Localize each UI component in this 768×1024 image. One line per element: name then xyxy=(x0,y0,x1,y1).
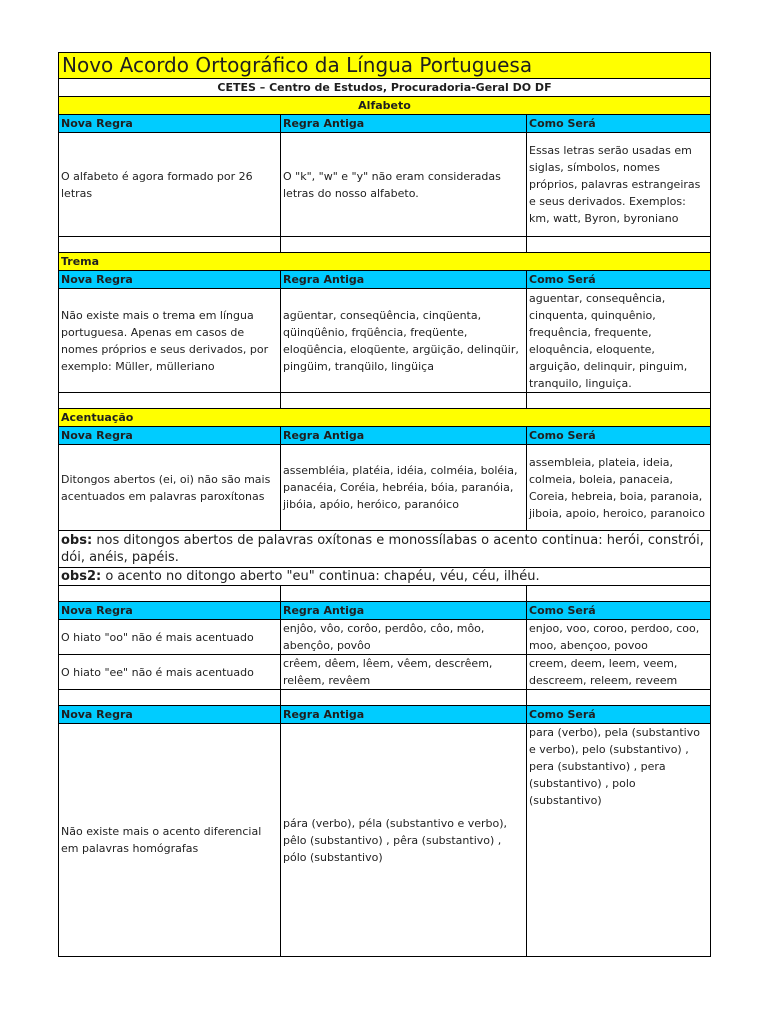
header-regra-antiga: Regra Antiga xyxy=(281,427,527,445)
header-nova-regra: Nova Regra xyxy=(59,427,281,445)
cell-regra-antiga: enjôo, vôo, corôo, perdôo, côo, môo, abençôo, povôo xyxy=(281,620,527,655)
obs2-note xyxy=(59,568,711,586)
header-como-sera: Como Será xyxy=(527,271,711,289)
header-regra-antiga: Regra Antiga xyxy=(281,271,527,289)
obs2-text: o acento no ditongo aberto "eu" continua: chapéu, véu, céu, ilhéu. xyxy=(101,569,540,584)
empty-cell xyxy=(59,393,281,409)
header-regra-antiga: Regra Antiga xyxy=(281,706,527,724)
cell-regra-antiga: O "k", "w" e "y" não eram consideradas letras do nosso alfabeto. xyxy=(281,133,527,237)
column-header-row xyxy=(59,115,711,133)
cell-como-sera: enjoo, voo, coroo, perdoo, coo, moo, abençoo, povoo xyxy=(527,620,711,655)
cell-como-sera: para (verbo), pela (substantivo e verbo), pelo (substantivo) , pera (substantivo) , pera (substantivo) , polo (substantivo) xyxy=(527,724,711,957)
empty-row xyxy=(59,690,711,706)
spreadsheet-table xyxy=(58,52,711,957)
obs2-label: obs2: xyxy=(61,569,102,584)
header-como-sera: Como Será xyxy=(527,115,711,133)
empty-cell xyxy=(527,237,711,253)
empty-row xyxy=(59,237,711,253)
table-row xyxy=(59,445,711,531)
obs2-row xyxy=(59,568,711,586)
column-header-row xyxy=(59,602,711,620)
cell-nova-regra: O hiato "ee" não é mais acentuado xyxy=(59,655,281,690)
table-row xyxy=(59,620,711,655)
empty-cell xyxy=(527,690,711,706)
cell-como-sera: aguentar, consequência, cinquenta, quinquênio, frequência, frequente, eloquência, eloquente, arguição, delinquir, pinguim, tranquilo, linguiça. xyxy=(527,289,711,393)
empty-cell xyxy=(281,690,527,706)
cell-como-sera: creem, deem, leem, veem, descreem, releem, reveem xyxy=(527,655,711,690)
cell-nova-regra: Ditongos abertos (ei, oi) não são mais acentuados em palavras paroxítonas xyxy=(59,445,281,531)
section-header-trema xyxy=(59,253,711,271)
empty-cell xyxy=(281,393,527,409)
column-header-row xyxy=(59,427,711,445)
section-label: Trema xyxy=(59,253,711,271)
empty-cell xyxy=(281,237,527,253)
cell-nova-regra: O alfabeto é agora formado por 26 letras xyxy=(59,133,281,237)
cell-regra-antiga: assembléia, platéia, idéia, colméia, boléia, panacéia, Coréia, hebréia, bóia, paranóia, jibóia, apóio, heróico, paranóico xyxy=(281,445,527,531)
empty-cell xyxy=(281,586,527,602)
empty-cell xyxy=(527,393,711,409)
header-nova-regra: Nova Regra xyxy=(59,706,281,724)
header-nova-regra: Nova Regra xyxy=(59,602,281,620)
empty-row xyxy=(59,586,711,602)
table-row xyxy=(59,289,711,393)
table-row xyxy=(59,655,711,690)
section-header-acentuacao xyxy=(59,409,711,427)
header-como-sera: Como Será xyxy=(527,706,711,724)
cell-nova-regra: O hiato "oo" não é mais acentuado xyxy=(59,620,281,655)
header-nova-regra: Nova Regra xyxy=(59,271,281,289)
cell-regra-antiga: crêem, dêem, lêem, vêem, descrêem, relêem, revêem xyxy=(281,655,527,690)
page-subtitle: CETES – Centro de Estudos, Procuradoria-Geral DO DF xyxy=(59,79,711,97)
cell-como-sera: Essas letras serão usadas em siglas, símbolos, nomes próprios, palavras estrangeiras e seus derivados. Exemplos: km, watt, Byron, byroniano xyxy=(527,133,711,237)
obs-label: obs: xyxy=(61,533,93,548)
cell-nova-regra: Não existe mais o trema em língua portuguesa. Apenas em casos de nomes próprios e seus derivados, por exemplo: Müller, mülleriano xyxy=(59,289,281,393)
header-nova-regra: Nova Regra xyxy=(59,115,281,133)
cell-como-sera: assembleia, plateia, ideia, colmeia, boleia, panaceia, Coreia, hebreia, boia, paranoia, jiboia, apoio, heroico, paranoico xyxy=(527,445,711,531)
empty-cell xyxy=(59,237,281,253)
header-regra-antiga: Regra Antiga xyxy=(281,602,527,620)
empty-row xyxy=(59,393,711,409)
obs-note xyxy=(59,531,711,568)
section-header-alfabeto xyxy=(59,97,711,115)
column-header-row xyxy=(59,271,711,289)
cell-regra-antiga: agüentar, conseqüência, cinqüenta, qüinqüênio, frqüência, freqüente, eloqüência, eloqüente, argüição, delinqüir, pingüim, tranqüilo, lingüiça xyxy=(281,289,527,393)
header-como-sera: Como Será xyxy=(527,427,711,445)
obs-text: nos ditongos abertos de palavras oxítonas e monossílabas o acento continua: herói, constrói, dói, anéis, papéis. xyxy=(61,533,704,565)
page-title: Novo Acordo Ortográfico da Língua Portuguesa xyxy=(59,53,711,79)
header-regra-antiga: Regra Antiga xyxy=(281,115,527,133)
subtitle-row xyxy=(59,79,711,97)
column-header-row xyxy=(59,706,711,724)
obs-row xyxy=(59,531,711,568)
section-label: Acentuação xyxy=(59,409,711,427)
empty-cell xyxy=(59,690,281,706)
cell-regra-antiga: pára (verbo), péla (substantivo e verbo), pêlo (substantivo) , pêra (substantivo) , pólo (substantivo) xyxy=(281,724,527,957)
table-row xyxy=(59,133,711,237)
title-row xyxy=(59,53,711,79)
header-como-sera: Como Será xyxy=(527,602,711,620)
cell-nova-regra: Não existe mais o acento diferencial em palavras homógrafas xyxy=(59,724,281,957)
empty-cell xyxy=(59,586,281,602)
section-label: Alfabeto xyxy=(59,97,711,115)
empty-cell xyxy=(527,586,711,602)
table-row xyxy=(59,724,711,957)
